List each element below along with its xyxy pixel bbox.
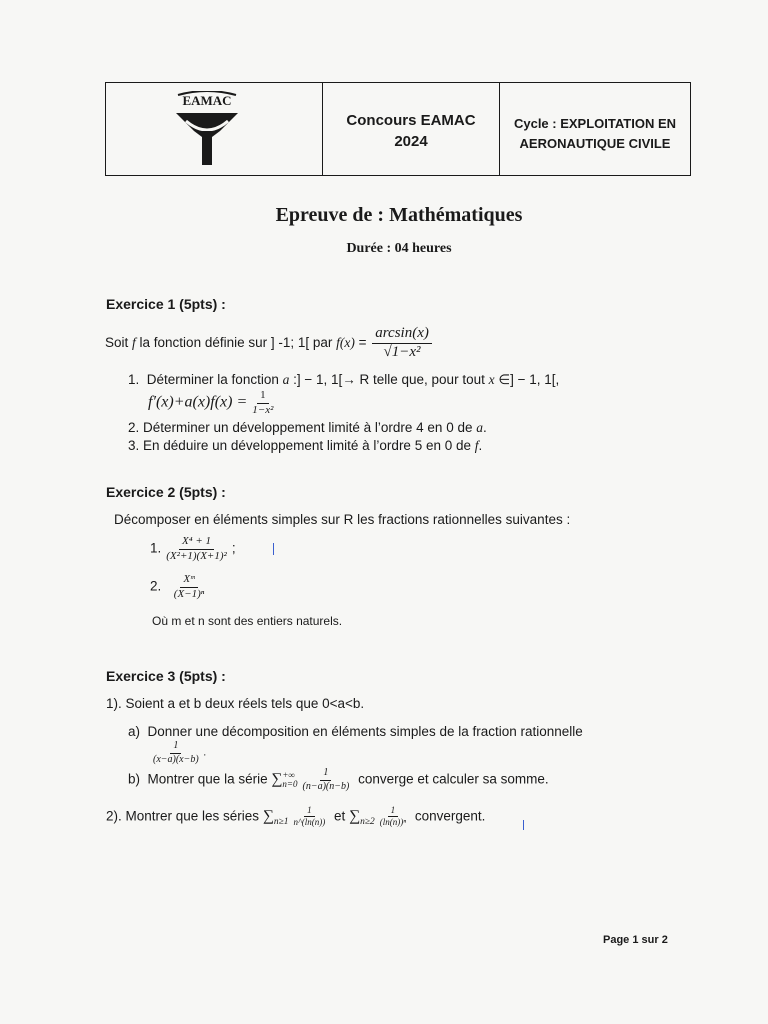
- concours-cell: [323, 83, 500, 175]
- cycle-cell: [500, 83, 690, 175]
- logo-cell: [106, 83, 323, 175]
- exercise-3-item-a: a) Donner une décomposition en éléments simples de la fraction rationnelle: [128, 724, 583, 739]
- exercise-1-question-3: 3. En déduire un développement limité à l’ordre 5 en 0 de f.: [128, 438, 483, 453]
- exercise-2-item-2: 2. $\frac{\text{Xᵐ}}{\text{(X−1)ⁿ}}$: [150, 573, 205, 600]
- exercise-2-title: Exercice 2 (5pts) :: [106, 484, 226, 500]
- arcsin-fraction: $\frac{\arcsin(x)}{\text{√1−x²}}$: [372, 326, 432, 361]
- exercise-3-part-1: 1). Soient a et b deux réels tels que 0<a<b.: [106, 696, 365, 711]
- exercise-1-title: Exercice 1 (5pts) :: [106, 296, 226, 312]
- exercise-3-part-2: 2). Montrer que les séries $\sum_{n\ge 1}$ $\frac{1}{n\^{}(\ln(n))}$ et $\sum_{n\ge 2}$ $\frac{1}{\text{(ln(n))ⁿ}}$ convergent.: [106, 805, 486, 828]
- cycle-line-2: AERONAUTIQUE CIVILE: [519, 136, 671, 151]
- concours-year: 2024: [394, 133, 428, 150]
- exercise-2-intro: Décomposer en éléments simples sur R les fractions rationnelles suivantes :: [114, 512, 571, 527]
- pen-mark: [273, 543, 274, 555]
- exam-title: Epreuve de : Mathématiques: [275, 204, 523, 226]
- exam-duration: Durée : 04 heures: [346, 241, 452, 256]
- logo-text: EAMAC: [182, 93, 232, 108]
- exercise-2-note: Où m et n sont des entiers naturels.: [152, 614, 343, 628]
- exercise-1-intro: Soit f la fonction définie sur ] -1; 1[ par f(x) = $\frac{\arcsin(x)}{\text{√1−x²}}$: [105, 326, 434, 361]
- exercise-3-item-b: b) Montrer que la série ∑ +∞ n=0 $\frac{1}{(n-a)(n-b)}$ converge et calculer sa somme.: [128, 767, 549, 792]
- exercise-1-question-1: 1. Déterminer la fonction a :] − 1, 1[→ R telle que, pour tout x ∈] − 1, 1[,: [128, 372, 560, 387]
- cycle-line-1: Cycle : EXPLOITATION EN: [513, 116, 677, 131]
- exercise-3-title: Exercice 3 (5pts) :: [106, 668, 226, 684]
- header-box: [105, 82, 691, 176]
- exercise-1-equation: f′(x)+a(x)f(x) = $\frac{1}{\text{1−x²}}$: [148, 389, 274, 416]
- page-number: Page 1 sur 2: [603, 934, 668, 946]
- exercise-2-item-1: 1. $\frac{\text{X⁴ + 1}}{\text{(X²+1)(X+1)²}}$ ;: [150, 535, 236, 562]
- concours-title: Concours EAMAC: [346, 112, 476, 129]
- exercise-1-question-2: 2. Déterminer un développement limité à l’ordre 4 en 0 de a.: [128, 420, 487, 435]
- pen-mark: [523, 820, 524, 830]
- exercise-3-fraction-a: $\frac{1}{(x-a)(x-b)}$ .: [153, 740, 207, 765]
